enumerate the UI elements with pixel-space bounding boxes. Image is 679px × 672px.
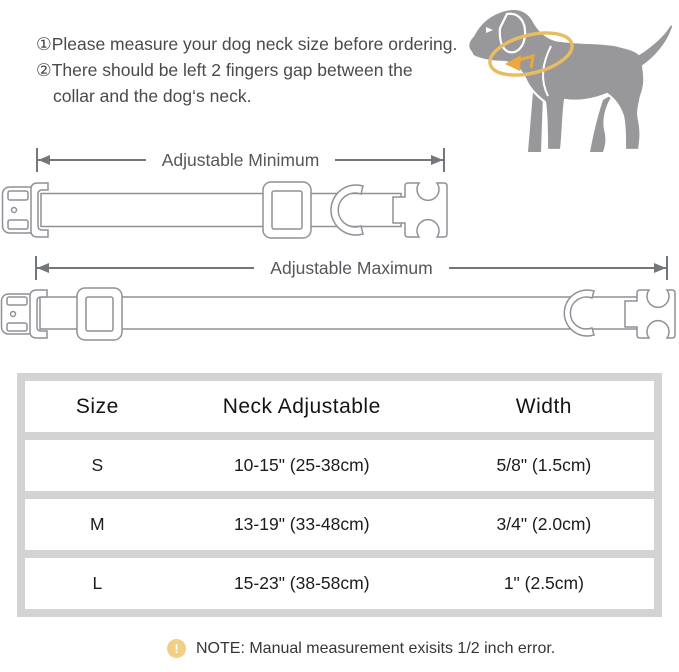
header-neck-adjustable: Neck Adjustable: [222, 394, 381, 418]
cell-size: S: [91, 455, 104, 475]
buckle-male: [393, 183, 447, 237]
arrow-left-icon: [38, 159, 146, 161]
exclamation-icon: !: [167, 639, 186, 658]
instruction-line-2-continued: collar and the dog‘s neck.: [53, 86, 252, 106]
header-width: Width: [515, 394, 572, 418]
adjustable-minimum-label: Adjustable Minimum: [161, 149, 320, 170]
table-header-row: [25, 381, 654, 432]
adjustable-maximum-label: Adjustable Maximum: [270, 257, 433, 278]
collar-minimum-diagram: [1, 180, 450, 240]
instruction-line-2: ②There should be left 2 fingers gap between the: [36, 60, 413, 80]
dog-illustration: [455, 2, 675, 160]
note-text: NOTE: Manual measurement exisits 1/2 inch error.: [196, 639, 556, 657]
table-row: [25, 440, 654, 491]
cell-width: 3/4" (2.0cm): [496, 514, 592, 534]
cell-neck: 15-23" (38-58cm): [233, 573, 370, 593]
cell-neck: 13-19" (33-48cm): [233, 514, 370, 534]
arrow-left-icon: [37, 267, 254, 269]
cell-size: L: [92, 573, 103, 593]
arrow-right-icon: [449, 267, 666, 269]
cell-size: M: [90, 514, 105, 534]
adjustable-minimum-dimension: [36, 148, 445, 172]
dog-silhouette-icon: [455, 2, 675, 160]
measuring-instructions: [36, 31, 457, 109]
cell-width: 5/8" (1.5cm): [496, 455, 592, 475]
arrow-right-icon: [335, 159, 443, 161]
collar-strap: [40, 297, 640, 329]
collar-strap: [41, 194, 401, 227]
adjustable-maximum-dimension: [35, 256, 668, 280]
table-row: [25, 499, 654, 550]
cell-width: 1" (2.5cm): [503, 573, 584, 593]
size-table: [17, 373, 662, 617]
table-row: [25, 558, 654, 609]
collar-maximum-diagram: [0, 286, 679, 342]
header-size: Size: [75, 394, 119, 418]
dimension-tick: [443, 148, 445, 172]
cell-neck: 10-15" (25-38cm): [233, 455, 370, 475]
measurement-note: [167, 639, 555, 658]
instruction-line-1: ①Please measure your dog neck size before ordering.: [36, 34, 458, 54]
dimension-tick: [666, 256, 668, 280]
